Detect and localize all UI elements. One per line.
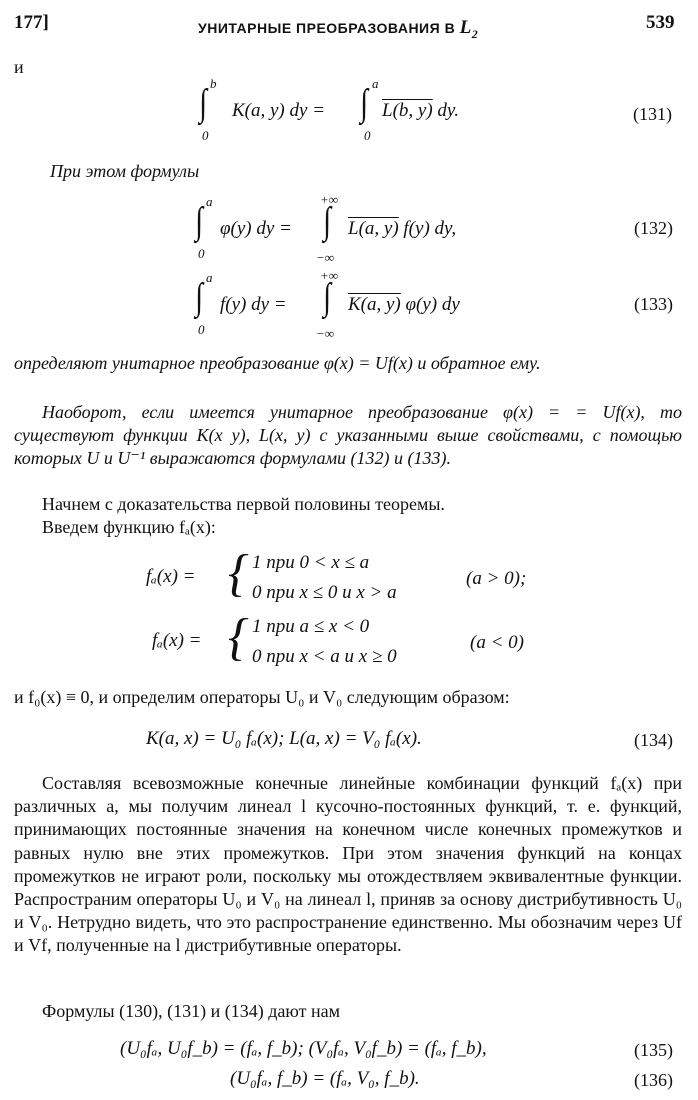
equation-number-135: (135) — [634, 1040, 673, 1060]
equation-rhs-tail: f(y) dy, — [398, 218, 457, 239]
running-title-math — [459, 17, 479, 41]
conjugate-kernel: L(a, y) — [348, 218, 399, 239]
integral-upper-limit: a — [206, 194, 213, 209]
paragraph-linear-combinations: Составляя всевозможные конечные линейные комбинации функций fₐ(x) при различных a, мы получим линеал l кусочно-постоянных функций, т. е. функций, принимающих постоянные значения на конечном числе конечных промежутков и равных нулю вне этих промежутков. При этом значения функций на концах промежутков не играют роли, поскольку мы отождествляем эквивалентные функции. Распространим операторы U₀ и V₀ на линеал l, приняв за основу дистрибутивность U₀ и V₀. Нетрудно видеть, что это распространение единственно. Мы обозначим через Uf и Vf, полученные на l дистрибутивные операторы. — [14, 773, 682, 956]
space-symbol: L — [459, 17, 472, 38]
integral-sign: ∫ — [199, 82, 208, 124]
case-lhs: fₐ(x) = — [146, 566, 196, 587]
equation-number-134: (134) — [634, 730, 673, 750]
case-condition: (a > 0); — [466, 568, 527, 589]
equation-number-133: (133) — [634, 294, 673, 314]
equation-rhs-tail: dy. — [432, 100, 460, 121]
integral-sign: ∫ — [323, 200, 332, 242]
case-definition-positive — [146, 545, 606, 610]
case-row-2: 0 при x < a и x ≥ 0 — [252, 646, 397, 667]
equation-lhs: f(y) dy = — [220, 294, 287, 315]
conjugate-kernel: L(b, y) — [382, 100, 433, 121]
integral-lower-limit: 0 — [364, 128, 371, 143]
equation-rhs-tail: φ(y) dy — [400, 294, 460, 315]
case-row-2: 0 при x ≤ 0 и x > a — [252, 582, 397, 603]
paragraph-formulas-give: Формулы (130), (131) и (134) дают нам — [42, 1001, 340, 1021]
integral-upper-limit: b — [210, 76, 217, 91]
integral-lower-limit: 0 — [202, 128, 209, 143]
paragraph-converse: Наоборот, если имеется унитарное преобразование φ(x) = = Uf(x), то существуют функции K(x y), L(x, y) с указанными выше свойствами, с помощью которых U и U⁻¹ выражаются формулами (132) и (133). — [14, 402, 682, 469]
case-definition-negative — [152, 609, 612, 674]
equation-lhs: φ(y) dy = — [220, 218, 292, 239]
space-subscript: 2 — [471, 26, 479, 41]
left-brace: { — [228, 609, 249, 666]
integral-upper-limit: +∞ — [320, 268, 339, 283]
case-lhs: fₐ(x) = — [152, 630, 202, 651]
integral-lower-limit: −∞ — [316, 250, 335, 265]
equation-number-132: (132) — [634, 218, 673, 238]
conjunction: и — [14, 57, 24, 77]
paragraph-statement: определяют унитарное преобразование φ(x) = Uf(x) и обратное ему. — [14, 353, 541, 373]
paragraph-start-proof: Начнем с доказательства первой половины теоремы. — [42, 494, 445, 514]
integral-lower-limit: 0 — [198, 322, 205, 337]
integral-lower-limit: 0 — [198, 246, 205, 261]
left-brace: { — [228, 545, 249, 602]
integral-sign: ∫ — [360, 82, 369, 124]
conjugate-kernel: K(a, y) — [348, 294, 401, 315]
integral-sign: ∫ — [195, 276, 204, 318]
text-pri-etom: При этом формулы — [50, 161, 200, 181]
equation-lhs: K(a, y) dy = — [232, 100, 326, 121]
running-title — [198, 17, 478, 42]
integral-upper-limit: +∞ — [320, 192, 339, 207]
integral-sign: ∫ — [323, 276, 332, 318]
equation-135: (U₀fₐ, U₀f_b) = (fₐ, f_b); (V₀fₐ, V₀f_b) = (fₐ, f_b), — [120, 1038, 487, 1059]
equation-number-131: (131) — [633, 104, 672, 124]
equation-number-136: (136) — [634, 1070, 673, 1090]
paragraph-define-operators: и f₀(x) ≡ 0, и определим операторы U₀ и V₀ следующим образом: — [14, 687, 510, 707]
equation-136: (U₀fₐ, f_b) = (fₐ, V₀, f_b). — [230, 1068, 420, 1089]
case-condition: (a < 0) — [470, 632, 524, 653]
case-row-1: 1 при a ≤ x < 0 — [252, 616, 370, 637]
paragraph-introduce-function: Введем функцию fₐ(x): — [42, 517, 216, 537]
integral-sign: ∫ — [195, 200, 204, 242]
integral-lower-limit: −∞ — [316, 326, 335, 341]
running-title-text: УНИТАРНЫЕ ПРЕОБРАЗОВАНИЯ В — [198, 20, 456, 36]
integral-upper-limit: a — [206, 270, 213, 285]
page-number: 539 — [646, 12, 675, 33]
integral-upper-limit: a — [372, 76, 379, 91]
section-number: 177] — [14, 12, 49, 33]
case-row-1: 1 при 0 < x ≤ a — [252, 552, 370, 573]
equation-134: K(a, x) = U₀ fₐ(x); L(a, x) = V₀ fₐ(x). — [146, 728, 422, 749]
